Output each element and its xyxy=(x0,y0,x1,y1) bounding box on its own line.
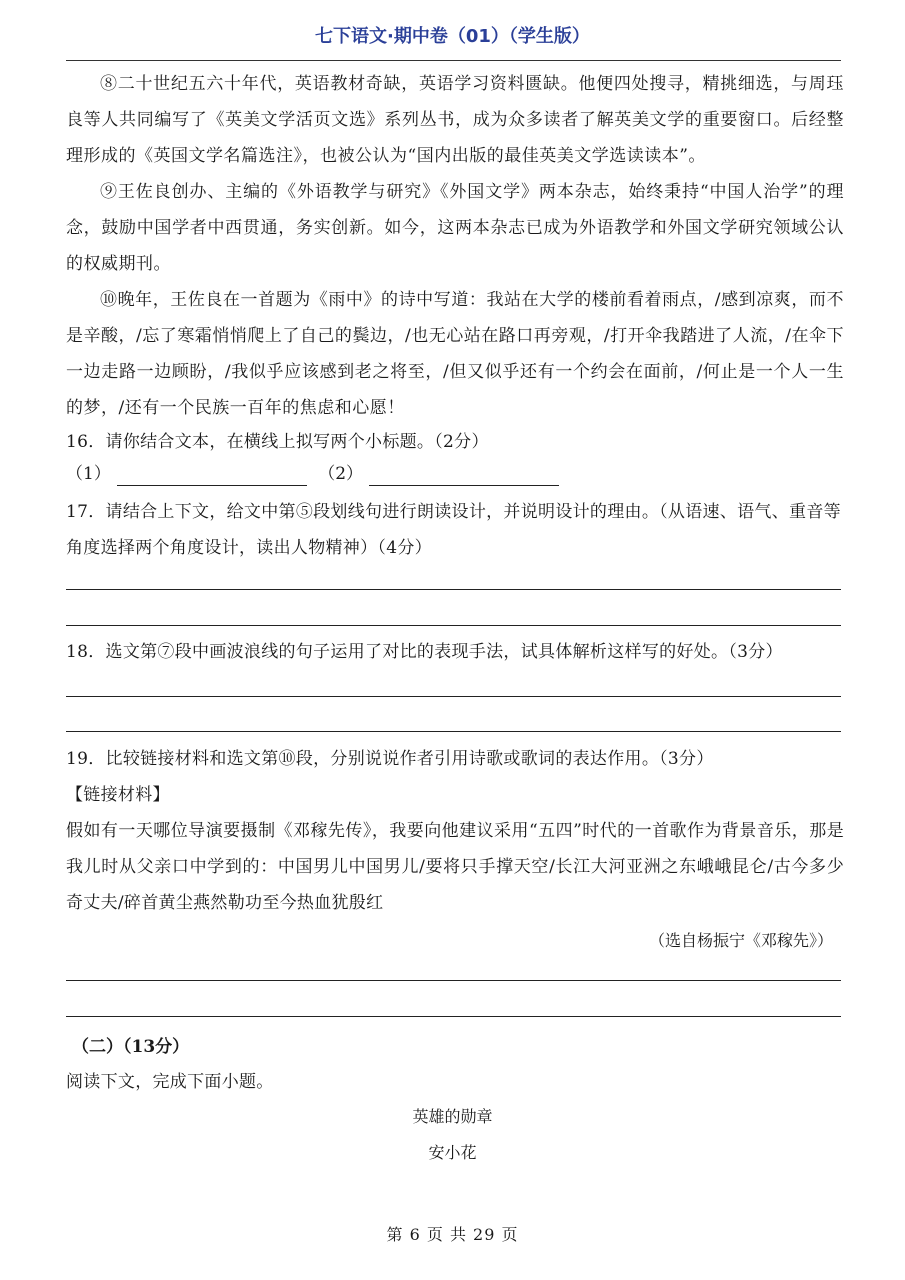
answer-line[interactable] xyxy=(66,980,841,981)
section-2-instruction: 阅读下文，完成下面小题。 xyxy=(66,1072,274,1092)
section-2-heading: （二）（13分） xyxy=(72,1037,190,1057)
story-author: 安小花 xyxy=(428,1143,477,1162)
blank-2-line[interactable] xyxy=(369,465,559,486)
page-number: 第 6 页 共 29 页 xyxy=(386,1225,519,1244)
blank-1-label: （1） xyxy=(66,464,111,484)
link-material-text: 假如有一天哪位导演要摄制《邓稼先传》，我要向他建议采用“五四”时代的一首歌作为背景音乐，那是我儿时从父亲口中学到的：中国男儿中国男儿/要将只手撑天空/长江大河亚洲之东峨峨昆仑/古今多少奇丈夫/碎首黄尘燕然勒功至今热血犹殷红 xyxy=(66,821,844,913)
paragraph-8: ⑧二十世纪五六十年代，英语教材奇缺，英语学习资料匮缺。他便四处搜寻，精挑细选，与周珏良等人共同编写了《英美文学活页文选》系列丛书，成为众多读者了解英美文学的重要窗口。后经整理形成的《英国文学名篇选注》，也被公认为“国内出版的最佳英美文学选读读本”。 xyxy=(66,74,844,166)
header-divider xyxy=(66,60,841,61)
question-16-blanks xyxy=(66,462,565,486)
answer-line[interactable] xyxy=(66,696,841,697)
link-material-source: （选自杨振宁《邓稼先》） xyxy=(648,931,833,950)
answer-line[interactable] xyxy=(66,625,841,626)
question-19: 19．比较链接材料和选文第⑩段，分别说说作者引用诗歌或歌词的表达作用。（3分） xyxy=(66,749,714,769)
link-material-heading: 【链接材料】 xyxy=(66,785,170,805)
question-18: 18．选文第⑦段中画波浪线的句子运用了对比的表现手法，试具体解析这样写的好处。（3分） xyxy=(66,642,783,662)
answer-line[interactable] xyxy=(66,1016,841,1017)
page-header: 七下语文·期中卷（01）（学生版） xyxy=(315,26,590,47)
story-title: 英雄的勋章 xyxy=(412,1107,493,1126)
paragraph-9: ⑨王佐良创办、主编的《外语教学与研究》《外国文学》两本杂志，始终秉持“中国人治学”的理念，鼓励中国学者中西贯通，务实创新。如今，这两本杂志已成为外语教学和外国文学研究领域公认的权威期刊。 xyxy=(66,182,844,274)
blank-2-label: （2） xyxy=(318,464,364,484)
paragraph-10: ⑩晚年，王佐良在一首题为《雨中》的诗中写道：我站在大学的楼前看着雨点，/感到凉爽，而不是辛酸，/忘了寒霜悄悄爬上了自己的鬓边，/也无心站在路口再旁观，/打开伞我踏进了人流，/在伞下一边走路一边顾盼，/我似乎应该感到老之将至，/但又似乎还有一个约会在面前，/何止是一个人一生的梦，/还有一个民族一百年的焦虑和心愿！ xyxy=(66,290,844,418)
question-17: 17．请结合上下文，给文中第⑤段划线句进行朗读设计，并说明设计的理由。（从语速、语气、重音等角度选择两个角度设计，读出人物精神）（4分） xyxy=(66,502,841,558)
blank-1-line[interactable] xyxy=(117,465,307,486)
question-16: 16．请你结合文本，在横线上拟写两个小标题。（2分） xyxy=(66,432,489,452)
answer-line[interactable] xyxy=(66,589,841,590)
answer-line[interactable] xyxy=(66,731,841,732)
